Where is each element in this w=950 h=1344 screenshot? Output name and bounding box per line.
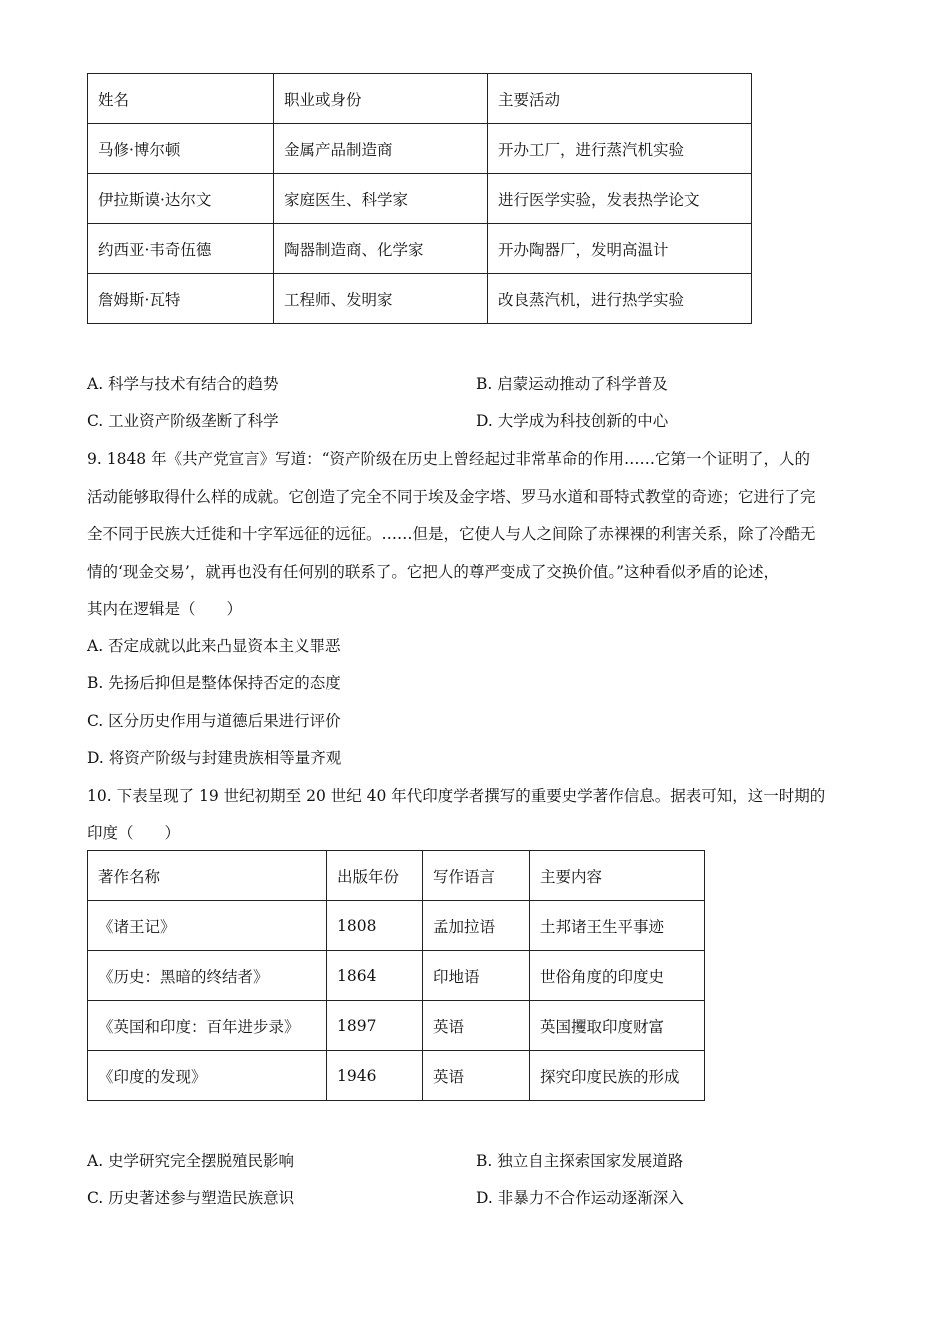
q10-option-a: A. 史学研究完全摆脱殖民影响 <box>87 1152 295 1170</box>
header-cell: 写作语言 <box>423 851 530 901</box>
table-cell: 《诸王记》 <box>88 901 327 951</box>
q9-stem-line: 其内在逻辑是（ ） <box>87 600 243 618</box>
q9-option-d: D. 将资产阶级与封建贵族相等量齐观 <box>87 749 342 767</box>
table-cell: 开办工厂，进行蒸汽机实验 <box>488 124 752 174</box>
table-cell: 开办陶器厂，发明高温计 <box>488 224 752 274</box>
q10-option-d: D. 非暴力不合作运动逐渐深入 <box>476 1189 684 1207</box>
q9-option-b: B. 先扬后抑但是整体保持否定的态度 <box>87 674 341 692</box>
q9-option-c: C. 区分历史作用与道德后果进行评价 <box>87 712 341 730</box>
q8-option-a: A. 科学与技术有结合的趋势 <box>87 375 279 393</box>
table-cell: 家庭医生、科学家 <box>274 174 488 224</box>
table-cell: 土邦诸王生平事迹 <box>530 901 705 951</box>
q8-option-d: D. 大学成为科技创新的中心 <box>476 412 669 430</box>
table-row <box>88 1001 705 1051</box>
q9-option-a: A. 否定成就以此来凸显资本主义罪恶 <box>87 637 341 655</box>
table-cell: 1946 <box>327 1051 423 1101</box>
table-row <box>88 274 752 324</box>
table-cell: 伊拉斯谟·达尔文 <box>88 174 274 224</box>
header-cell: 职业或身份 <box>274 74 488 124</box>
q9-stem-line: 情的‘现金交易’，就再也没有任何别的联系了。它把人的尊严变成了交换价值。”这种看似矛盾的论述， <box>87 563 780 581</box>
table-row <box>88 124 752 174</box>
table-row <box>88 1051 705 1101</box>
table-row <box>88 901 705 951</box>
q9-stem-line: 全不同于民族大迁徙和十字军远征的远征。……但是，它使人与人之间除了赤裸裸的利害关系，除了冷酷无 <box>87 525 816 543</box>
header-cell: 主要内容 <box>530 851 705 901</box>
table-cell: 1808 <box>327 901 423 951</box>
header-cell: 姓名 <box>88 74 274 124</box>
table-header-row <box>88 851 705 901</box>
table-cell: 探究印度民族的形成 <box>530 1051 705 1101</box>
q8-option-c: C. 工业资产阶级垄断了科学 <box>87 412 279 430</box>
table-cell: 詹姆斯·瓦特 <box>88 274 274 324</box>
table-cell: 进行医学实验，发表热学论文 <box>488 174 752 224</box>
table-cell: 《历史：黑暗的终结者》 <box>88 951 327 1001</box>
table-cell: 陶器制造商、化学家 <box>274 224 488 274</box>
table-cell: 工程师、发明家 <box>274 274 488 324</box>
table-cell: 《英国和印度：百年进步录》 <box>88 1001 327 1051</box>
table-cell: 英国攫取印度财富 <box>530 1001 705 1051</box>
table-cell: 1897 <box>327 1001 423 1051</box>
table-cell: 印地语 <box>423 951 530 1001</box>
table-cell: 金属产品制造商 <box>274 124 488 174</box>
q9-stem-line: 活动能够取得什么样的成就。它创造了完全不同于埃及金字塔、罗马水道和哥特式教堂的奇迹；它进行了完 <box>87 488 816 506</box>
q10-stem-line: 印度（ ） <box>87 824 181 842</box>
table-cell: 英语 <box>423 1001 530 1051</box>
table-row <box>88 224 752 274</box>
q10-option-c: C. 历史著述参与塑造民族意识 <box>87 1189 295 1207</box>
header-cell: 主要活动 <box>488 74 752 124</box>
figures-table <box>87 73 752 324</box>
table-cell: 1864 <box>327 951 423 1001</box>
table-cell: 马修·博尔顿 <box>88 124 274 174</box>
q9-stem-line: 9. 1848 年《共产党宣言》写道：“资产阶级在历史上曾经起过非常革命的作用……它第一个证明了，人的 <box>87 450 811 468</box>
table-cell: 孟加拉语 <box>423 901 530 951</box>
table-cell: 约西亚·韦奇伍德 <box>88 224 274 274</box>
q10-option-b: B. 独立自主探索国家发展道路 <box>476 1152 684 1170</box>
header-cell: 出版年份 <box>327 851 423 901</box>
table-cell: 英语 <box>423 1051 530 1101</box>
q10-stem-line: 10. 下表呈现了 19 世纪初期至 20 世纪 40 年代印度学者撰写的重要史学著作信息。据表可知，这一时期的 <box>87 787 826 805</box>
table-row <box>88 951 705 1001</box>
table-cell: 《印度的发现》 <box>88 1051 327 1101</box>
q8-option-b: B. 启蒙运动推动了科学普及 <box>476 375 668 393</box>
table-header-row <box>88 74 752 124</box>
table-row <box>88 174 752 224</box>
history-works-table <box>87 850 705 1101</box>
table-cell: 世俗角度的印度史 <box>530 951 705 1001</box>
header-cell: 著作名称 <box>88 851 327 901</box>
table-cell: 改良蒸汽机，进行热学实验 <box>488 274 752 324</box>
